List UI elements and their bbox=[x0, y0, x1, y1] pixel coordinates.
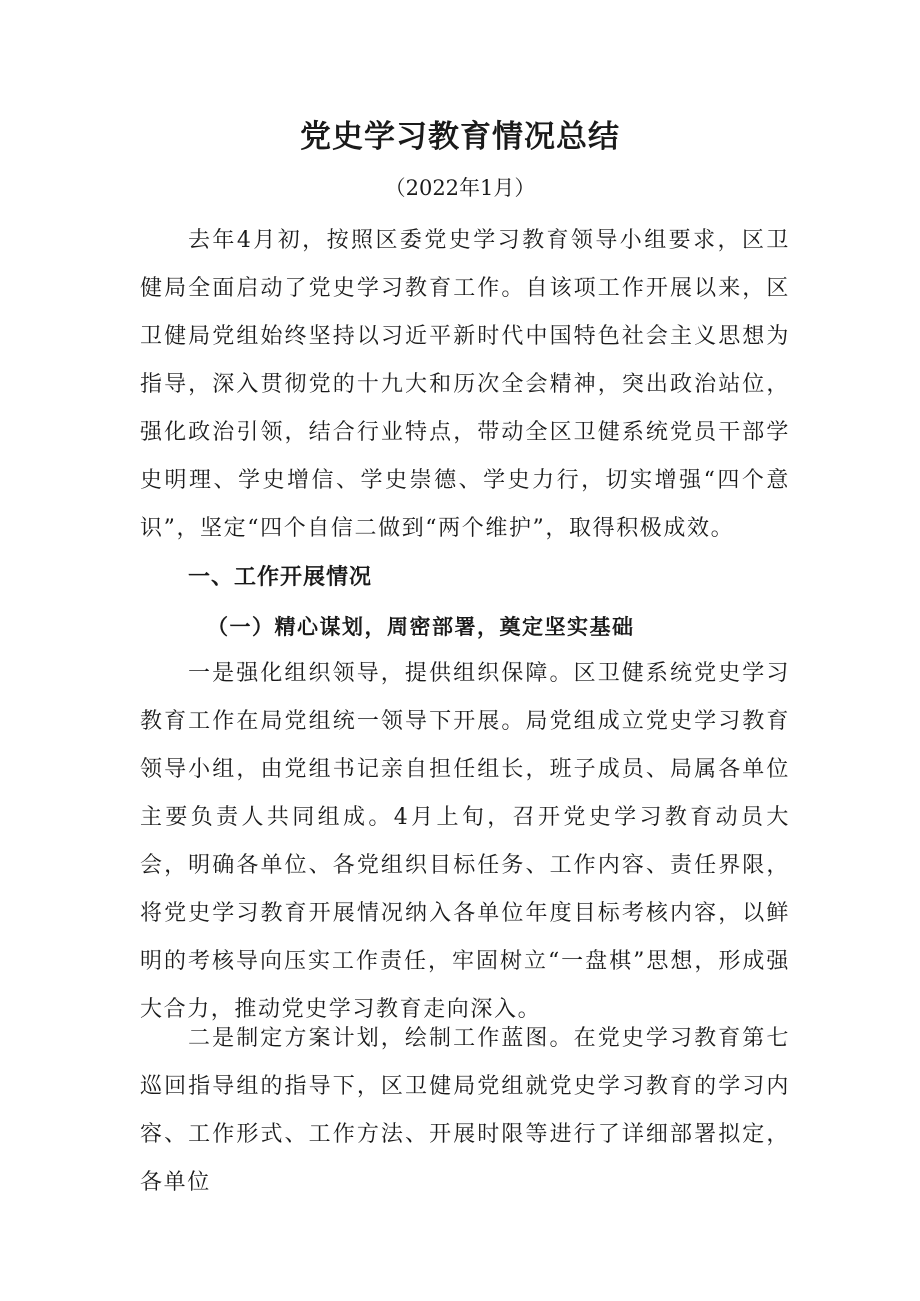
section-heading: 一、工作开展情况 bbox=[188, 565, 373, 590]
subsection-heading: （一）精心谋划，周密部署，奠定坚实基础 bbox=[207, 614, 635, 639]
document-title: 党史学习教育情况总结 bbox=[300, 119, 620, 155]
body-paragraph-2: 二是制定方案计划，绘制工作蓝图。在党史学习教育第七巡回指导组的指导下，区卫健局党组就党史学习教育的学习内容、工作形式、工作方法、开展时限等进行了详细部署拟定，各单位 bbox=[140, 1026, 790, 1195]
intro-paragraph: 去年4月初，按照区委党史学习教育领导小组要求，区卫健局全面启动了党史学习教育工作。自该项工作开展以来，区卫健局党组始终坚持以习近平新时代中国特色社会主义思想为指导，深入贯彻党的十九大和历次全会精神，突出政治站位，强化政治引领，结合行业特点，带动全区卫健系统党员干部学史明理、学史增信、学史崇德、学史力行，切实增强“四个意识”，坚定“四个自信二做到“两个维护”，取得积极成效。 bbox=[140, 228, 790, 541]
body-paragraph-1: 一是强化组织领导，提供组织保障。区卫健系统党史学习教育工作在局党组统一领导下开展。局党组成立党史学习教育领导小组，由党组书记亲自担任组长，班子成员、局属各单位主要负责人共同组成。4月上旬，召开党史学习教育动员大会，明确各单位、各党组织目标任务、工作内容、责任界限，将党史学习教育开展情况纳入各单位年度目标考核内容，以鲜明的考核导向压实工作责任，牢固树立“一盘棋”思想，形成强大合力，推动党史学习教育走向深入。 bbox=[140, 661, 790, 1022]
document-date: （2022年1月） bbox=[384, 176, 536, 200]
